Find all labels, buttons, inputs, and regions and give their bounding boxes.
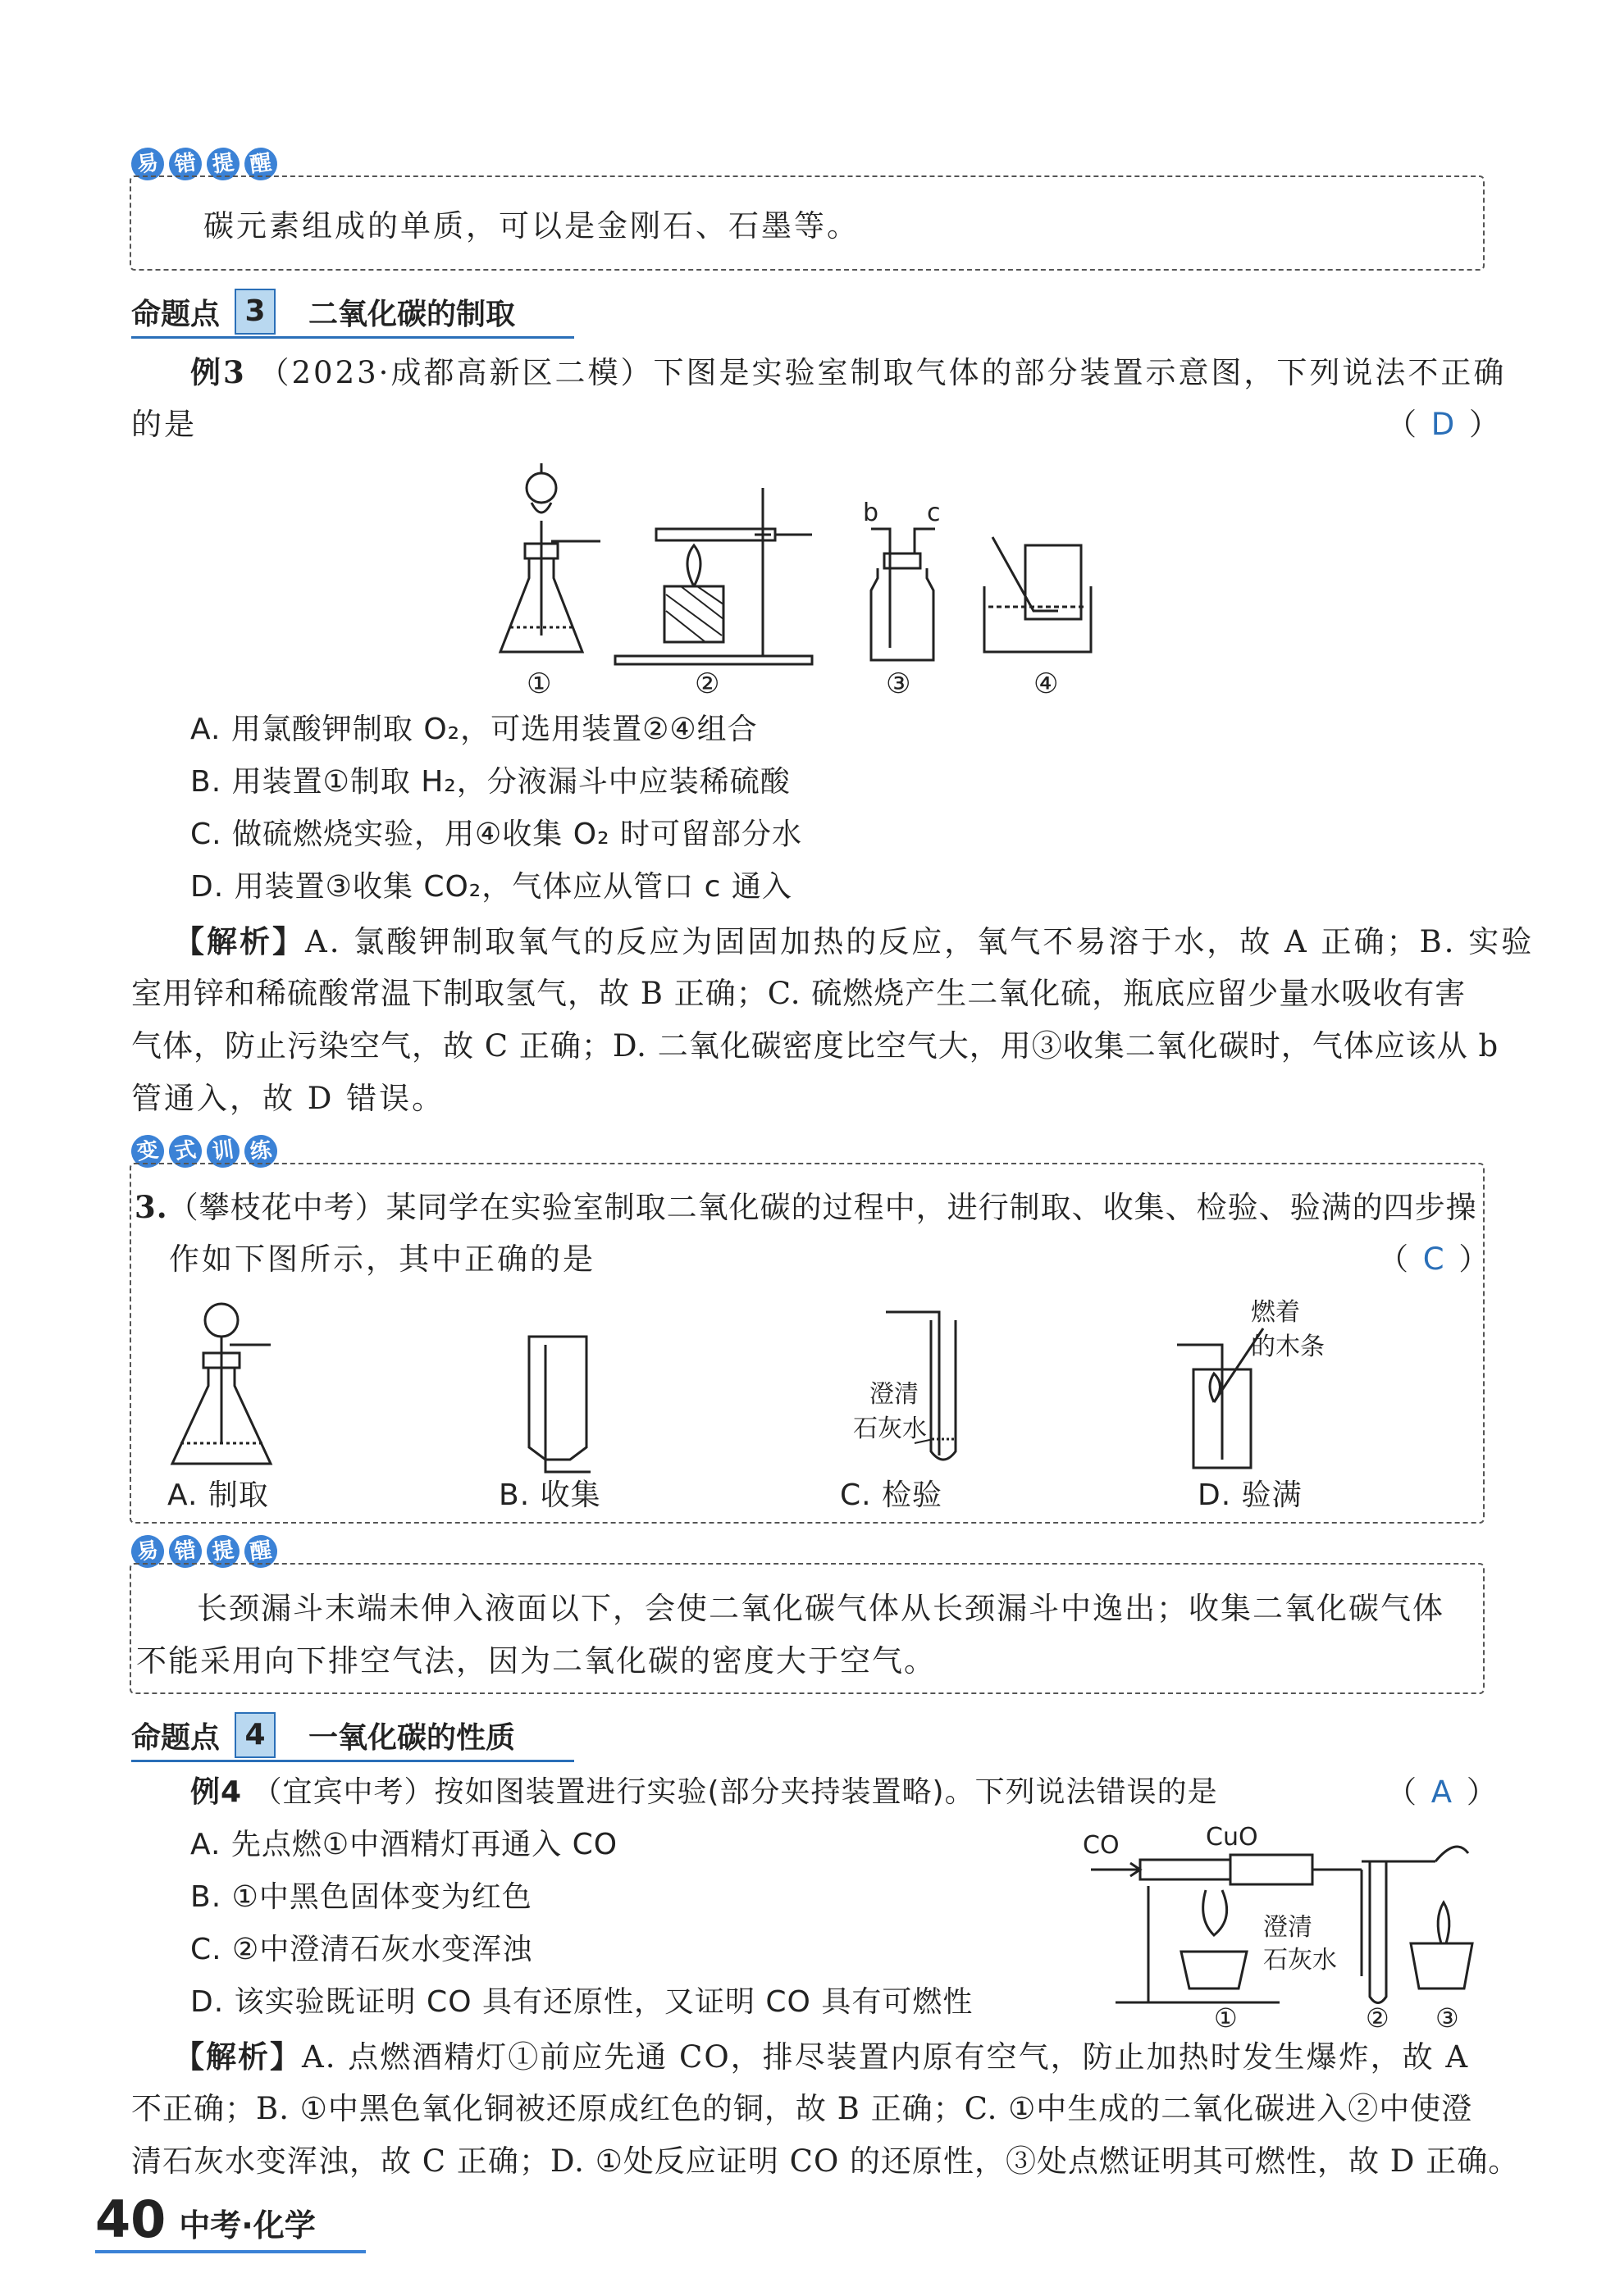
section-header-3 xyxy=(131,289,515,335)
fig-cuo: CuO xyxy=(1206,1823,1258,1852)
fig-label-2: ② xyxy=(1366,2002,1389,2029)
caption-c: C. 检验 xyxy=(840,1478,943,1512)
page-footer xyxy=(95,2191,316,2248)
page-number: 40 xyxy=(95,2189,167,2249)
apparatus-2-heater xyxy=(615,488,812,664)
paren-open: （ xyxy=(1386,1774,1419,1810)
paren-open: （ xyxy=(1386,407,1419,442)
figure-label-3: ③ xyxy=(886,667,911,700)
tube-label-c: c xyxy=(927,499,941,527)
paren-close: ） xyxy=(1466,1774,1499,1810)
question-number: 3. xyxy=(135,1189,168,1225)
section-label: 命题点 xyxy=(131,297,221,331)
analysis-text: A. 氯酸钾制取氧气的反应为固固加热的反应，氧气不易溶于水，故 A 正确；B. 实验 xyxy=(305,924,1535,959)
practice-answer-bracket xyxy=(1378,1240,1491,1279)
section-header-4 xyxy=(131,1712,515,1758)
answer-value: C xyxy=(1422,1241,1447,1277)
apparatus-3-bottle xyxy=(871,529,935,660)
practice-tag-char: 变 xyxy=(129,1132,166,1169)
tip-tag-char: 醒 xyxy=(242,145,279,182)
example4-answer-bracket xyxy=(1386,1773,1499,1812)
example4-option-a: A. 先点燃①中酒精灯再通入 CO xyxy=(190,1828,618,1861)
example3-line2: 的是 xyxy=(131,407,197,442)
tip-tag-char: 错 xyxy=(167,1533,203,1569)
footer-underline xyxy=(95,2250,366,2253)
example4-analysis-1 xyxy=(174,2037,1469,2077)
example3-analysis-2: 室用锌和稀硫酸常温下制取氢气，故 B 正确；C. 硫燃烧产生二氧化硫，瓶底应留少量水吸收有害 xyxy=(131,976,1467,1011)
example3-stem-1: （2023·成都高新区二模）下图是实验室制取气体的部分装置示意图，下列说法不正确 xyxy=(258,355,1507,390)
section-title: 二氧化碳的制取 xyxy=(308,297,516,331)
analysis-text: A. 点燃酒精灯①前应先通 CO，排尽装置内原有空气，防止加热时发生爆炸，故 A xyxy=(302,2039,1470,2075)
example4-option-b: B. ①中黑色固体变为红色 xyxy=(190,1880,532,1914)
label-stick-1: 燃着 xyxy=(1251,1298,1300,1327)
figure-label-4: ④ xyxy=(1033,667,1059,700)
practice-tag-char: 训 xyxy=(204,1132,241,1169)
tip-tag-char: 错 xyxy=(167,145,203,182)
apparatus-1-flask xyxy=(500,463,600,652)
fig-lime-1: 澄清 xyxy=(1263,1913,1312,1942)
figure-label-1: ① xyxy=(527,667,552,700)
analysis-label: 【解析】 xyxy=(174,923,305,959)
book-title: 中考·化学 xyxy=(179,2207,316,2244)
example4-option-d: D. 该实验既证明 CO 具有还原性，又证明 CO 具有可燃性 xyxy=(190,1985,974,2019)
figure-label-2: ② xyxy=(695,667,720,700)
example4-apparatus-figure xyxy=(1083,1812,1493,2029)
answer-value: A xyxy=(1430,1774,1455,1810)
label-stick-2: 的木条 xyxy=(1251,1332,1325,1361)
fig-label-3: ③ xyxy=(1435,2002,1459,2029)
paren-open: （ xyxy=(1378,1241,1411,1277)
label-limewater-2: 石灰水 xyxy=(853,1414,927,1443)
caption-d: D. 验满 xyxy=(1198,1478,1303,1512)
practice-question-1 xyxy=(135,1187,1477,1228)
fig-co: CO xyxy=(1083,1831,1120,1860)
apparatus-4-trough xyxy=(984,537,1091,652)
tip-text-1: 碳元素组成的单质，可以是金刚石、石墨等。 xyxy=(203,208,860,244)
example3-line1 xyxy=(190,353,1506,393)
tip-tag-char: 易 xyxy=(129,145,166,182)
practice-b-bottle xyxy=(529,1337,591,1472)
tip-tag-char: 提 xyxy=(204,145,241,182)
practice-a-flask xyxy=(172,1304,271,1464)
answer-bracket xyxy=(1386,405,1502,444)
paren-close: ） xyxy=(1458,1241,1492,1277)
tip-tag-char: 易 xyxy=(129,1533,166,1569)
section-number: 4 xyxy=(235,1712,276,1758)
practice-tag-char: 式 xyxy=(167,1132,203,1169)
example4-option-c: C. ②中澄清石灰水变浑浊 xyxy=(190,1933,533,1966)
example3-option-a: A. 用氯酸钾制取 O₂，可选用装置②④组合 xyxy=(190,713,758,746)
analysis-label: 【解析】 xyxy=(174,2039,302,2075)
practice-tag-char: 练 xyxy=(242,1132,279,1169)
section-underline xyxy=(131,336,574,339)
answer-value: D xyxy=(1430,407,1458,442)
tube-label-b: b xyxy=(863,499,879,527)
example3-option-d: D. 用装置③收集 CO₂，气体应从管口 c 通入 xyxy=(190,870,792,904)
example4-stem xyxy=(190,1773,1218,1812)
section-title: 一氧化碳的性质 xyxy=(308,1720,516,1755)
question-text: （攀枝花中考）某同学在实验室制取二氧化碳的过程中，进行制取、收集、检验、验满的四步操 xyxy=(167,1190,1477,1225)
example3-analysis-1 xyxy=(174,922,1534,962)
paren-close: ） xyxy=(1469,407,1503,442)
example3-option-b: B. 用装置①制取 H₂，分液漏斗中应装稀硫酸 xyxy=(190,765,791,799)
example4-analysis-3: 清石灰水变浑浊，故 C 正确；D. ①处反应证明 CO 的还原性，③处点燃证明其可燃性，故 D 正确。 xyxy=(131,2143,1520,2179)
example3-option-c: C. 做硫燃烧实验，用④收集 O₂ 时可留部分水 xyxy=(190,818,802,851)
tip2-line-1: 长颈漏斗末端未伸入液面以下，会使二氧化碳气体从长颈漏斗中逸出；收集二氧化碳气体 xyxy=(197,1591,1444,1626)
tip2-line-2: 不能采用向下排空气法，因为二氧化碳的密度大于空气。 xyxy=(136,1643,936,1679)
fig-label-1: ① xyxy=(1214,2002,1238,2029)
section-underline xyxy=(131,1760,574,1762)
example4-analysis-2: 不正确；B. ①中黑色氧化铜被还原成红色的铜，故 B 正确；C. ①中生成的二氧化碳进入②中使澄 xyxy=(131,2091,1473,2126)
example-label: 例3 xyxy=(190,354,247,390)
tip-tag-char: 提 xyxy=(204,1533,241,1569)
caption-a: A. 制取 xyxy=(167,1478,269,1512)
fig-lime-2: 石灰水 xyxy=(1263,1946,1337,1975)
example3-analysis-3: 气体，防止污染空气，故 C 正确；D. 二氧化碳密度比空气大，用③收集二氧化碳时，气体应该从 b xyxy=(131,1028,1499,1064)
caption-b: B. 收集 xyxy=(499,1478,601,1512)
practice-apparatus-figure xyxy=(148,1296,1378,1484)
example3-analysis-4: 管通入，故 D 错误。 xyxy=(131,1081,445,1116)
section-number: 3 xyxy=(235,289,276,335)
example-label: 例4 xyxy=(190,1775,243,1809)
example4-stem-text: （宜宾中考）按如图装置进行实验(部分夹持装置略)。下列说法错误的是 xyxy=(252,1775,1218,1809)
practice-question-2: 作如下图所示，其中正确的是 xyxy=(169,1241,595,1277)
example3-apparatus-figure xyxy=(492,455,1116,701)
section-label: 命题点 xyxy=(131,1720,221,1755)
label-limewater-1: 澄清 xyxy=(869,1380,919,1409)
tip-tag-char: 醒 xyxy=(242,1533,279,1569)
